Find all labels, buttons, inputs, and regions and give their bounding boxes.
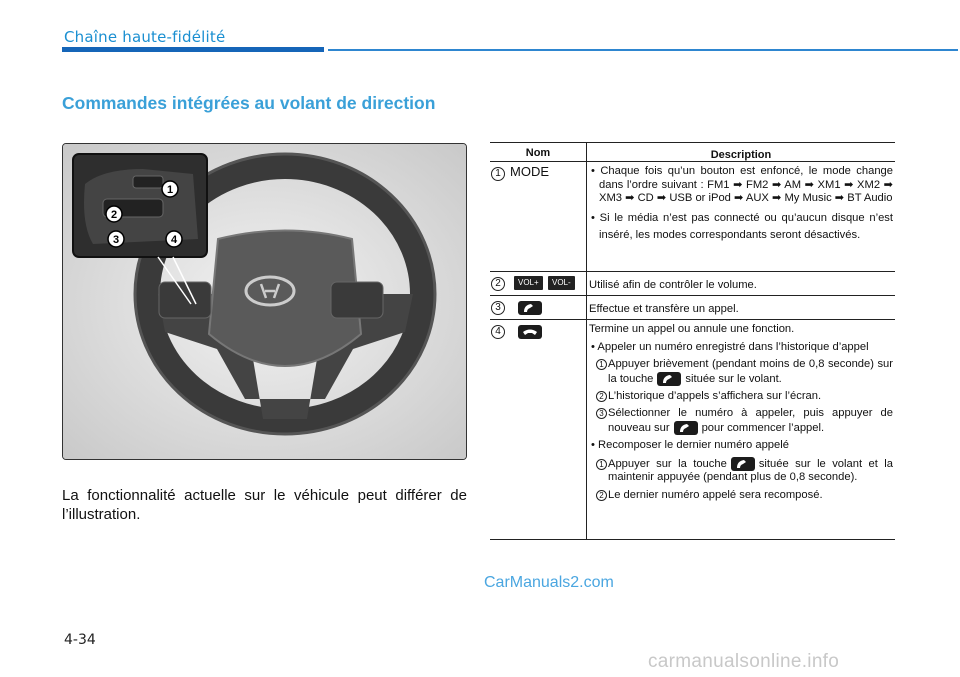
header-rule-dark	[62, 47, 324, 52]
callout-3-label: 3	[112, 234, 120, 246]
row-number: 2	[491, 277, 505, 291]
description-text: • Si le média n’est pas connecté ou qu’aucun disque n’est inséré, les modes correspondants seront désactivés.	[591, 211, 893, 241]
call-button-icon	[518, 301, 542, 315]
call-button-icon	[657, 372, 681, 386]
description-text: • Recomposer le dernier numéro appelé	[591, 439, 789, 452]
column-header-description: Description	[586, 143, 895, 161]
step-number: 1	[596, 459, 607, 470]
section-title: Commandes intégrées au volant de direction	[62, 93, 436, 113]
step-text: 2 Le dernier numéro appelé sera recomposé.	[593, 489, 893, 503]
description-text: • Appeler un numéro enregistré dans l’historique d’appel	[591, 340, 869, 353]
footer-watermark: carmanualsonline.info	[648, 651, 840, 672]
steering-wheel-illustration	[63, 144, 467, 460]
right-controls	[331, 282, 383, 318]
header-rule-light	[328, 49, 958, 51]
vol-up-badge: VOL+	[514, 276, 543, 290]
callout-1-label: 1	[166, 184, 174, 196]
description-text: Termine un appel ou annule une fonction.	[589, 323, 795, 335]
description-text: Effectue et transfère un appel.	[589, 303, 739, 315]
step-number: 2	[596, 490, 607, 501]
table-header	[490, 142, 895, 162]
callout-4-label: 4	[170, 234, 178, 246]
page-number: 4-34	[64, 632, 96, 648]
row-number: 4	[491, 325, 505, 339]
row-number: 1	[491, 167, 505, 181]
table-row	[490, 320, 895, 540]
description-text: • Chaque fois qu’un bouton est enfoncé, le mode change dans l’ordre suivant : FM1 ➡ FM2 ➡ AM ➡ XM1 ➡ XM2 ➡ XM3 ➡ CD ➡ USB or iPod ➡ AUX ➡ My Music ➡ BT Audio	[591, 165, 893, 204]
table-row	[490, 162, 895, 272]
vol-down-badge: VOL-	[548, 276, 575, 290]
chapter-title: Chaîne haute-fidélité	[64, 28, 226, 46]
watermark-link[interactable]: CarManuals2.com	[484, 574, 614, 591]
step-text: 1 Appuyer brièvement (pendant moins de 0,8 seconde) sur la touche située sur le volant.	[593, 358, 893, 386]
table-row	[490, 296, 895, 320]
mode-label: MODE	[510, 164, 549, 179]
step-number: 3	[596, 408, 607, 419]
call-button-icon	[674, 421, 698, 435]
call-button-icon	[731, 457, 755, 471]
steering-wheel-figure	[62, 143, 467, 460]
row-number: 3	[491, 301, 505, 315]
column-header-name: Nom	[525, 147, 551, 159]
end-call-button-icon	[518, 325, 542, 339]
description-text: Utilisé afin de contrôler le volume.	[589, 279, 757, 291]
step-text: 3 Sélectionner le numéro à appeler, puis appuyer de nouveau sur pour commencer l’appel.	[593, 407, 893, 435]
step-number: 1	[596, 359, 607, 370]
step-text: 1 Appuyer sur la touche située sur le volant et la maintenir appuyée (pendant plus de 0,8 seconde).	[593, 457, 893, 485]
step-text: 2 L’historique d’appels s’affichera sur l’écran.	[593, 390, 893, 404]
left-controls	[159, 282, 211, 318]
step-number: 2	[596, 391, 607, 402]
callout-2-label: 2	[110, 209, 118, 221]
controls-table	[490, 142, 895, 540]
table-row	[490, 272, 895, 296]
disclaimer-text: La fonctionnalité actuelle sur le véhicule peut différer de l’illustration.	[62, 487, 467, 523]
